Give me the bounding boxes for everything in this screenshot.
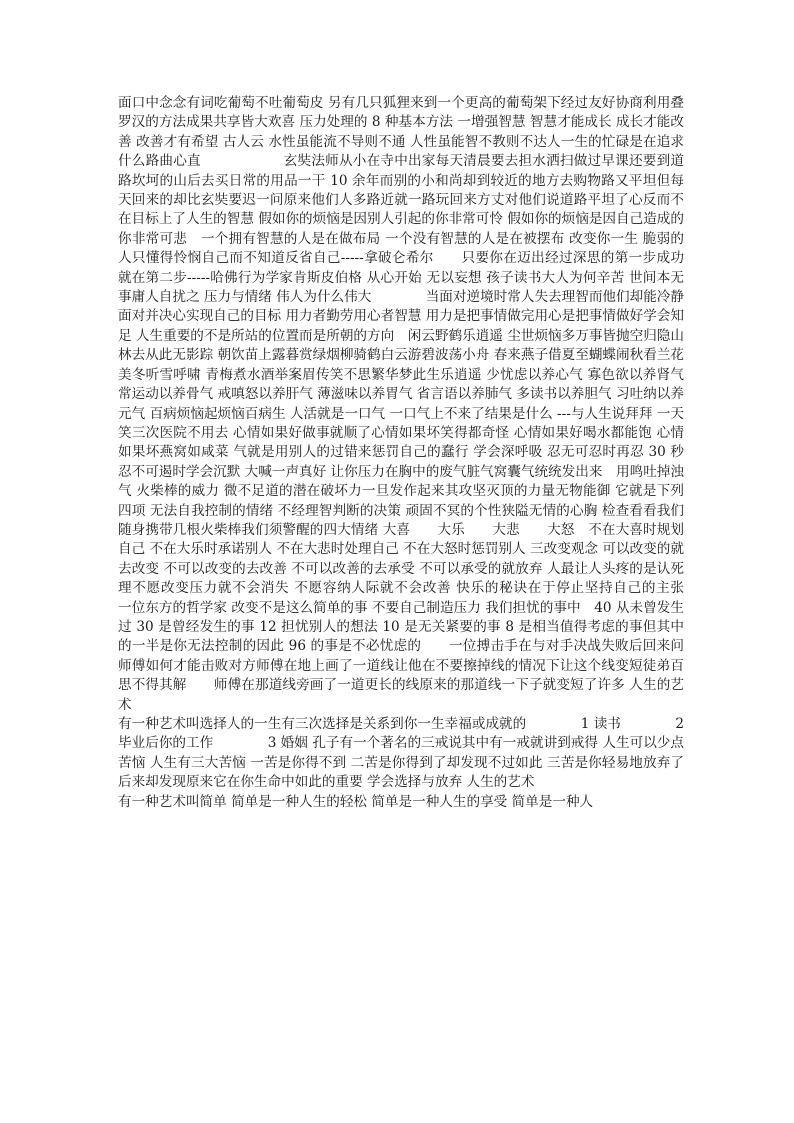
paragraph-2: 有一种艺术叫选择人的一生有三次选择是关系到你一生幸福或成就的 1 读书 2 毕业后你的工作 3 婚姻 孔子有一个著名的三戒说其中有一戒就讲到戒得 人生可以少点苦恼 人生有三大苦恼 一苦是你得不到 二苦是你得到了却发现不过如此 三苦是你轻易地放弃了后来却发现原来它在你生命中如此的重要 学会选择与放弃 人生的艺术 — [118, 716, 684, 791]
document-body — [118, 94, 739, 812]
paragraph-3: 有一种艺术叫简单 简单是一种人生的轻松 简单是一种人生的享受 简单是一种人 — [118, 793, 594, 810]
paragraph-1: 面口中念念有词吃葡萄不吐葡萄皮 另有几只狐狸来到一个更高的葡萄架下经过友好协商利用叠罗汉的方法成果共享皆大欢喜 压力处理的 8 种基本方法 一增强智慧 智慧才能成长 成长才能改善 改善才有希望 古人云 水性虽能流不导则不通 人性虽能智不教则不达人一生的忙碌是在追求什么路曲心直 玄奘法师从小在寺中出家每天清晨要去担水洒扫做过早课还要到道路坎坷的山后去买日常的用品一干 10 余年而别的小和尚却到较近的地方去购物路又平坦但每天回来的却比玄奘要迟一问原来他们人多路近就一路玩回来方丈对他们说道路平坦了心反而不在目标上了人生的智慧 假如你的烦恼是因别人引起的你非常可怜 假如你的烦恼是因自己造成的 你非常可悲 一个拥有智慧的人是在做布局 一个没有智慧的人是在被摆布 改变你一生 脆弱的人只懂得怜悯自己而不知道反省自己-----拿破仑希尔 只要你在迈出经过深思的第一步成功就在第二步-----哈佛行为学家肯斯皮伯格 从心开始 无以妄想 孩子读书大人为何辛苦 世间本无事庸人自扰之 压力与情绪 伟人为什么伟大 当面对逆境时常人失去理智而他们却能冷静面对并决心实现自己的目标 用力者勤劳用心者智慧 用力是把事情做完用心是把事情做好学会知足 人生重要的不是所站的位置而是所朝的方向 闲云野鹤乐逍遥 尘世烦恼多万事皆抛空归隐山林去从此无影踪 朝饮苗上露暮赏绿烟柳骑鹤白云游碧波荡小舟 春来燕子借夏至蝴蝶闹秋看兰花美冬听雪呼啸 青梅煮水酒举案眉传笑不思繁华梦此生乐逍遥 少忧虑以养心气 寡色欲以养肾气 常运动以养骨气 戒嗔怒以养肝气 薄滋味以养胃气 省言语以养肺气 多读书以养胆气 习吐纳以养元气 百病烦恼起烦恼百病生 人活就是一口气 一口气上不来了结果是什么 ---与人生说拜拜 一天笑三次医院不用去 心情如果好做事就顺了心情如果坏笑得都奇怪 心情如果好喝水都能饱 心情如果坏燕窝如咸菜 气就是用别人的过错来惩罚自己的蠢行 学会深呼吸 忍无可忍时再忍 30 秒 忍不可遏时学会沉默 大喊一声真好 让你压力在胸中的废气脏气窝囊气统统发出来 用鸣吐掉浊气 火柴棒的威力 微不足道的潜在破坏力一旦发作起来其攻坚灭顶的力量无物能御 它就是下列四项 无法自我控制的情绪 不经理智判断的决策 顽固不冥的个性狭隘无情的心胸 检查看看我们随身携带几根火柴棒我们须警醒的四大情绪 大喜 大乐 大悲 大怒 不在大喜时规划自己 不在大乐时承诺别人 不在大悲时处理自己 不在大怒时惩罚别人 三改变观念 可以改变的就去改变 不可以改变的去改善 不可以改善的去承受 不可以承受的就放弃 人最让人头疼的是认死理不愿改变压力就不会消失 不愿容纳人际就不会改善 快乐的秘诀在于停止坚持自己的主张 一位东方的哲学家 改变不是这么简单的事 不要自己制造压力 我们担忧的事中 40 从未曾发生过 30 是曾经发生的事 12 担忧别人的想法 10 是无关紧要的事 8 是相当值得考虑的事但其中的一半是你无法控制的因此 96 的事是不必忧虑的 一位搏击手在与对手决战失败后回来问师傅如何才能击败对方师傅在地上画了一道线让他在不要擦掉线的情况下让这个线变短徒弟百思不得其解 师傅在那道线旁画了一道更长的线原来的那道线一下子就变短了许多 人生的艺术 — [118, 95, 739, 713]
